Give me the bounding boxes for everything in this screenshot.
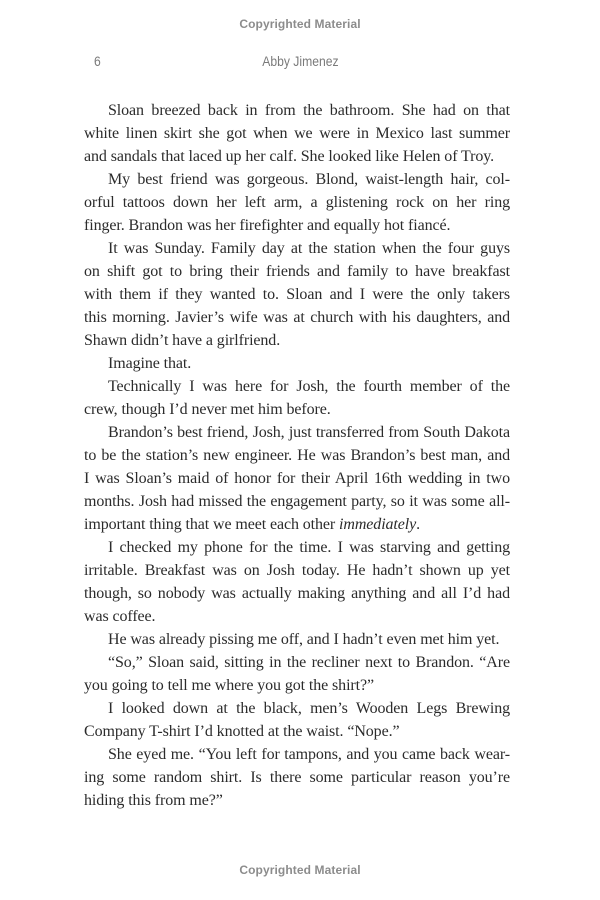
emphasized-text: immediately (339, 516, 417, 533)
text-line: orful tattoos down her left arm, a glistening rock on her ring (84, 194, 510, 211)
text-line: crew, though I’d never met him before. (84, 401, 331, 418)
text-line (84, 513, 510, 536)
text-line: Shawn didn’t have a girlfriend. (84, 332, 281, 349)
copyright-notice-top: Copyrighted Material (239, 17, 361, 31)
text-line: hiding this from me?” (84, 792, 223, 809)
text-line: My best friend was gorgeous. Blond, waist-length hair, col- (108, 171, 510, 188)
text-line: this morning. Javier’s wife was at church with his daughters, and (84, 309, 510, 326)
text-line: He was already pissing me off, and I hadn’t even met him yet. (108, 631, 500, 648)
running-header-author: Abby Jimenez (261, 54, 339, 69)
text-line: you going to tell me where you got the shirt?” (84, 677, 375, 694)
text-line: “So,” Sloan said, sitting in the recliner next to Brandon. “Are (108, 654, 510, 671)
text-line: I looked down at the black, men’s Wooden Legs Brewing (108, 700, 510, 717)
running-header (0, 54, 600, 69)
page-number: 6 (94, 54, 101, 69)
text-line: and sandals that laced up her calf. She looked like Helen of Troy. (84, 148, 495, 165)
page-header (0, 54, 600, 69)
text-line: finger. Brandon was her firefighter and equally hot fiancé. (84, 217, 451, 234)
text-line: though, so nobody was actually making anything and all I’d had (84, 585, 510, 602)
text-line: Sloan breezed back in from the bathroom. She had on that (108, 102, 510, 119)
text-line: Company T-shirt I’d knotted at the waist. “Nope.” (84, 723, 400, 740)
text-segment: . (416, 516, 421, 533)
text-line: It was Sunday. Family day at the station when the four guys (108, 240, 510, 257)
text-line: to be the station’s new engineer. He was Brandon’s best man, and (84, 447, 510, 464)
text-line: months. Josh had missed the engagement party, so it was some all- (84, 493, 510, 510)
text-line: with them if they wanted to. Sloan and I were the only takers (84, 286, 510, 303)
text-line: I was Sloan’s maid of honor for their April 16th wedding in two (84, 470, 510, 487)
text-line: was coffee. (84, 608, 156, 625)
text-line: I checked my phone for the time. I was starving and getting (108, 539, 510, 556)
copyright-notice-bottom: Copyrighted Material (239, 863, 361, 877)
text-line: Technically I was here for Josh, the fourth member of the (108, 378, 510, 395)
text-line: She eyed me. “You left for tampons, and you came back wear- (108, 746, 510, 763)
text-line: Brandon’s best friend, Josh, just transferred from South Dakota (108, 424, 510, 441)
text-line: Imagine that. (108, 355, 192, 372)
text-line: white linen skirt she got when we were in Mexico last summer (84, 125, 510, 142)
body-text (84, 99, 510, 812)
text-line: on shift got to bring their friends and family to have breakfast (84, 263, 510, 280)
text-line: ing some random shirt. Is there some particular reason you’re (84, 769, 510, 786)
text-segment: important thing that we meet each other (84, 516, 340, 533)
text-line: irritable. Breakfast was on Josh today. He hadn’t shown up yet (84, 562, 510, 579)
